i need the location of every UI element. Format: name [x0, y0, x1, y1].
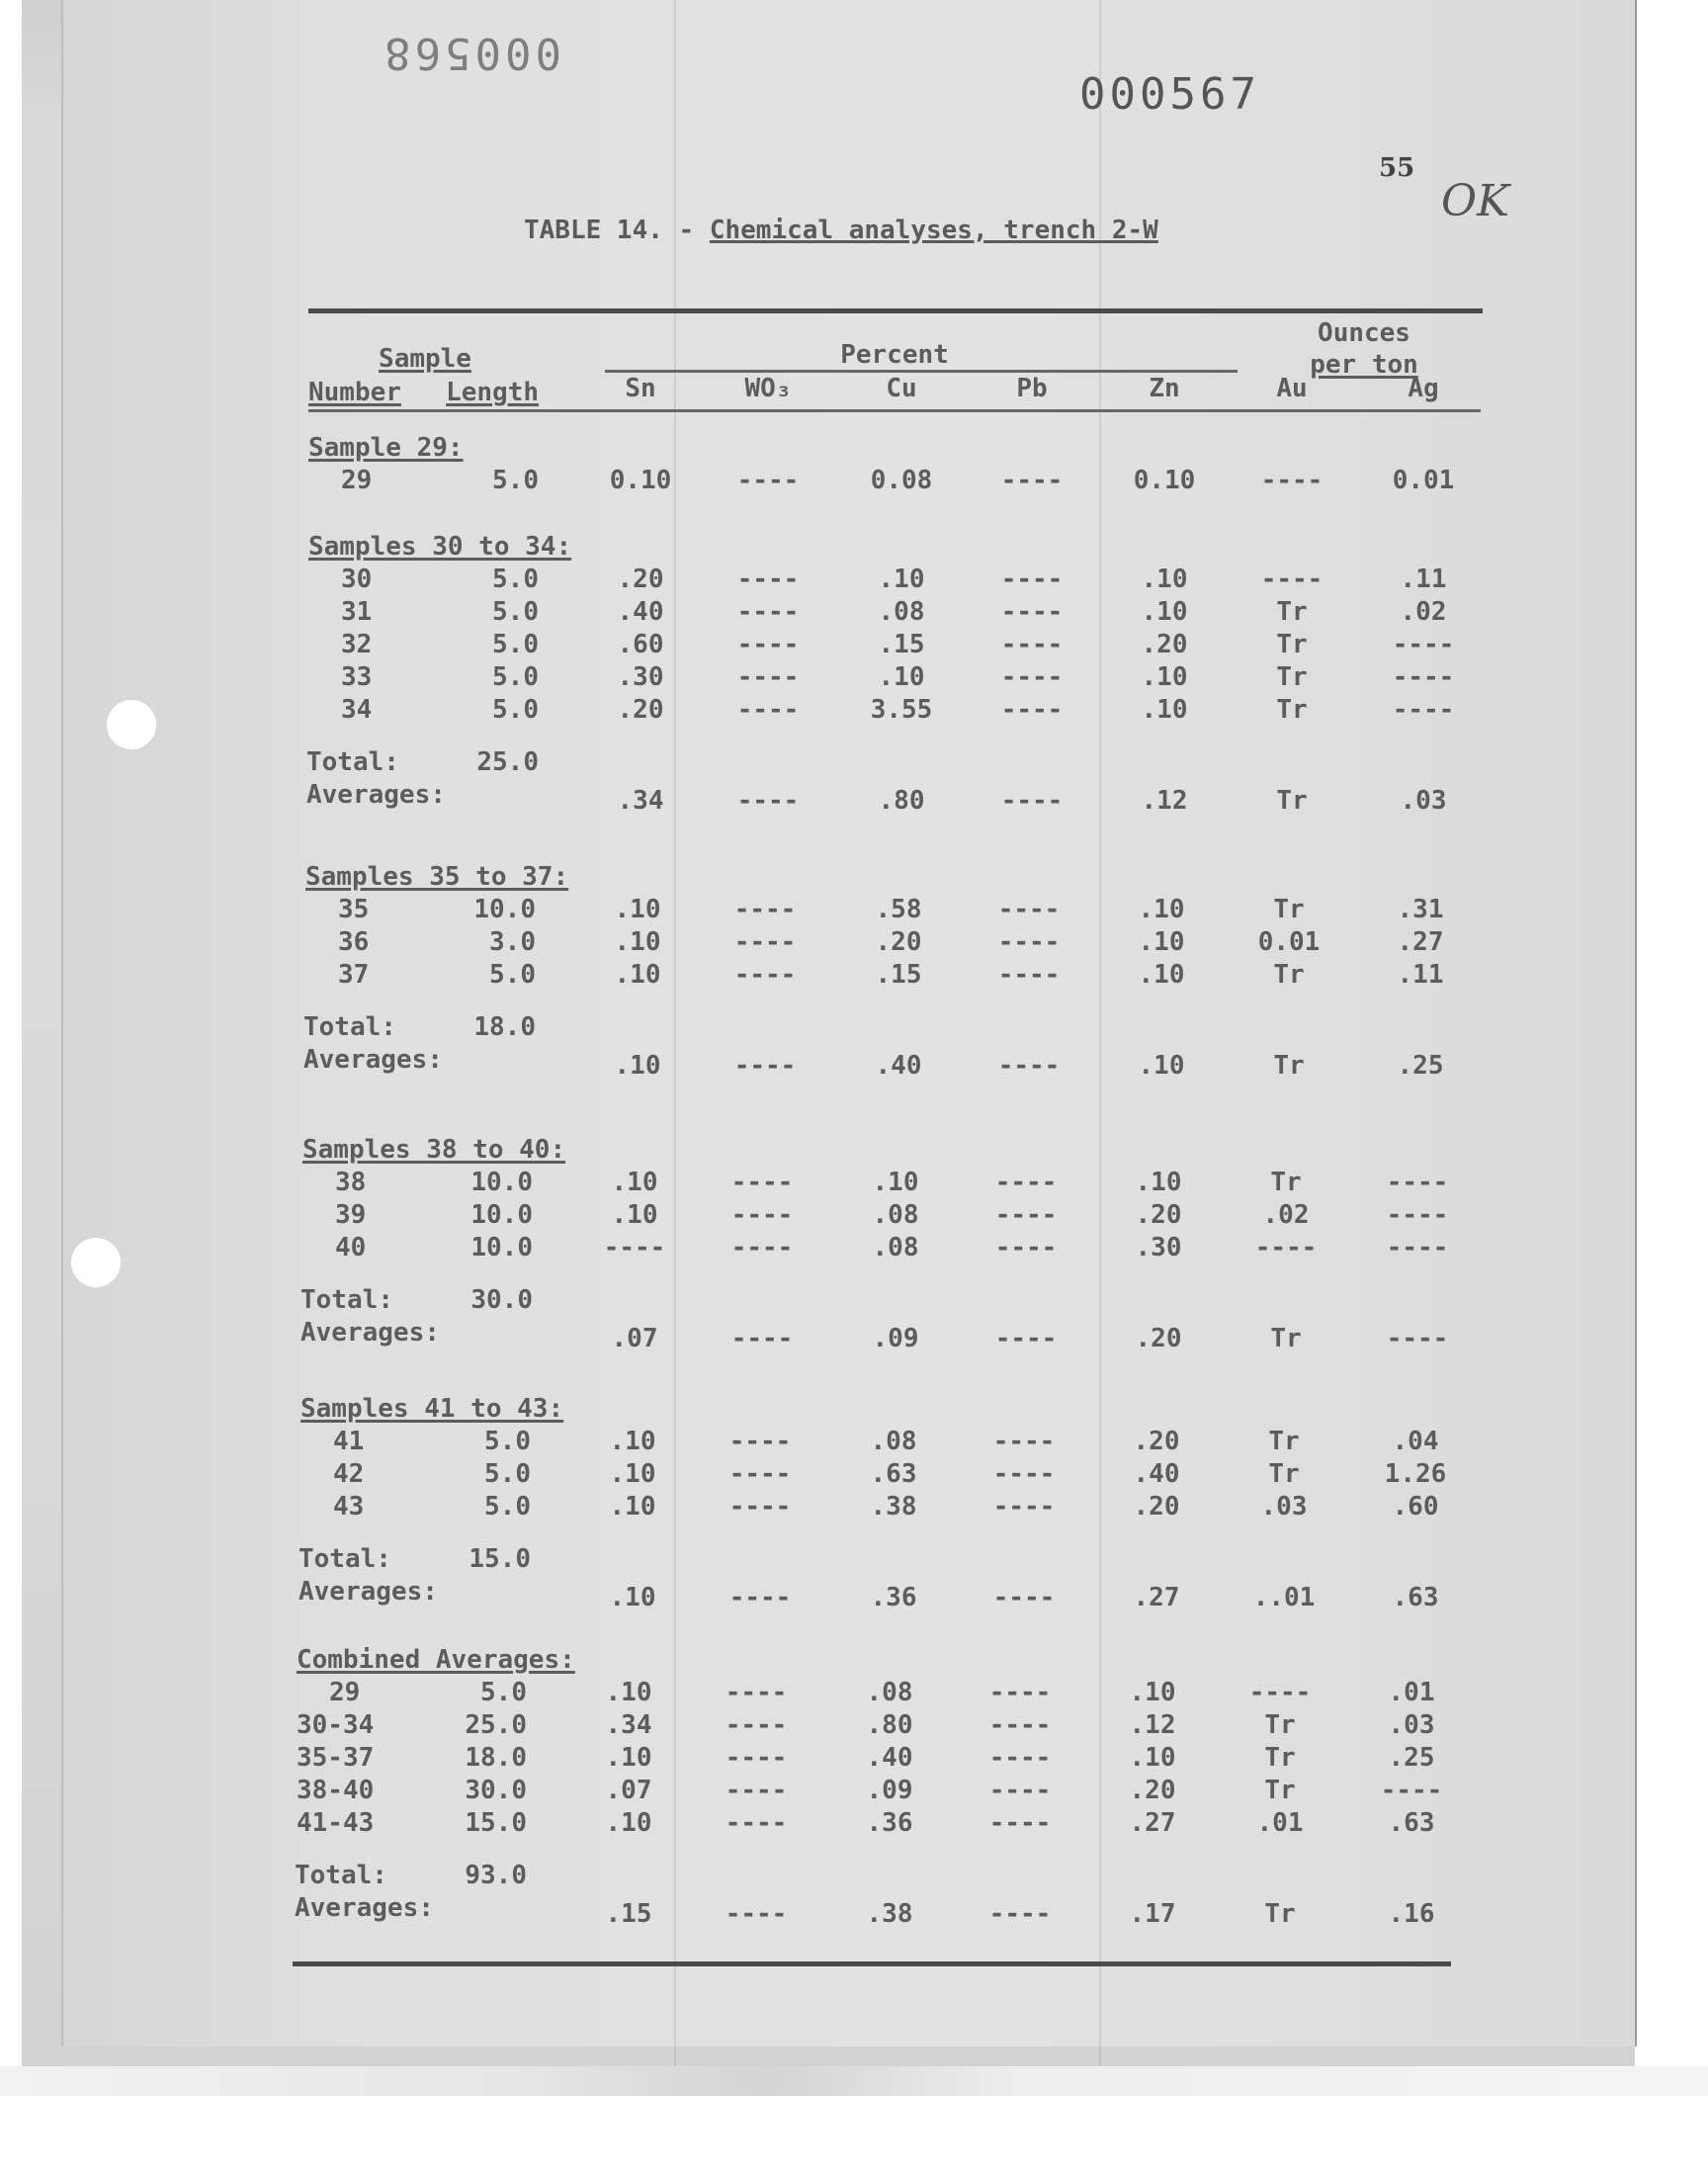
document-stamp-upside-down: 000568 — [381, 28, 561, 78]
cell-sn: .10 — [609, 1427, 656, 1456]
cell-cu: .08 — [866, 1678, 913, 1707]
cell-number: 29 — [341, 466, 373, 495]
cell-cu: .08 — [872, 1200, 919, 1230]
header-bottom-rule — [308, 409, 1481, 412]
cell-ag: 0.01 — [1392, 466, 1455, 495]
cell-wo3: ---- — [736, 466, 800, 495]
total-label: Total: — [299, 1544, 391, 1574]
cell-ag: ---- — [1392, 630, 1455, 659]
cell-au: Tr — [1264, 1776, 1296, 1805]
cell-wo3: ---- — [725, 1776, 788, 1805]
cell-length: 5.0 — [492, 565, 539, 594]
cell-pb: ---- — [1000, 565, 1064, 594]
cell-pb: ---- — [992, 1427, 1056, 1456]
average-au: Tr — [1264, 1899, 1296, 1929]
cell-sn: .10 — [611, 1168, 658, 1197]
cell-number: 39 — [335, 1200, 367, 1230]
cell-sn: .10 — [609, 1459, 656, 1489]
average-pb: ---- — [988, 1899, 1052, 1929]
average-cu: .38 — [866, 1899, 913, 1929]
cell-zn: .10 — [1141, 597, 1188, 627]
cell-sn: .30 — [617, 662, 664, 692]
total-label: Total: — [306, 747, 399, 777]
scanner-edge — [0, 2066, 1708, 2096]
average-pb: ---- — [994, 1324, 1058, 1353]
cell-zn: .27 — [1129, 1808, 1176, 1838]
average-sn: .10 — [609, 1583, 656, 1612]
average-ag: .63 — [1392, 1583, 1439, 1612]
average-ag: .25 — [1397, 1051, 1444, 1081]
cell-ag: 1.26 — [1384, 1459, 1447, 1489]
cell-cu: 3.55 — [870, 695, 933, 725]
cell-sn: .20 — [617, 695, 664, 725]
punch-hole — [107, 700, 156, 749]
cell-wo3: ---- — [736, 662, 800, 692]
cell-sn: .10 — [611, 1200, 658, 1230]
cell-au: Tr — [1276, 695, 1308, 725]
average-ag: .16 — [1388, 1899, 1435, 1929]
cell-number: 34 — [341, 695, 373, 725]
header-percent: Percent — [840, 340, 949, 370]
cell-ag: ---- — [1380, 1776, 1443, 1805]
cell-cu: .10 — [878, 565, 925, 594]
cell-length: 10.0 — [470, 1233, 533, 1262]
cell-ag: .11 — [1397, 960, 1444, 990]
average-cu: .36 — [870, 1583, 917, 1612]
average-pb: ---- — [992, 1583, 1056, 1612]
total-length: 30.0 — [470, 1285, 533, 1315]
cell-zn: .10 — [1138, 895, 1185, 924]
cell-cu: .20 — [875, 927, 922, 957]
total-length: 25.0 — [476, 747, 539, 777]
total-length: 18.0 — [473, 1012, 536, 1042]
cell-ag: .11 — [1400, 565, 1447, 594]
average-wo3: ---- — [733, 1051, 797, 1081]
cell-length: 5.0 — [484, 1492, 531, 1522]
document-stamp: 000567 — [1079, 69, 1260, 120]
cell-pb: ---- — [1000, 662, 1064, 692]
cell-ag: ---- — [1386, 1200, 1449, 1230]
cell-pb: ---- — [992, 1492, 1056, 1522]
cell-zn: .10 — [1141, 662, 1188, 692]
cell-zn: .10 — [1138, 960, 1185, 990]
cell-cu: .08 — [872, 1233, 919, 1262]
average-au: Tr — [1270, 1324, 1302, 1353]
cell-ag: .31 — [1397, 895, 1444, 924]
cell-zn: .40 — [1133, 1459, 1180, 1489]
cell-wo3: ---- — [728, 1459, 792, 1489]
average-au: Tr — [1276, 786, 1308, 816]
section-heading: Samples 35 to 37: — [305, 862, 569, 892]
cell-pb: ---- — [1000, 695, 1064, 725]
average-sn: .07 — [611, 1324, 658, 1353]
cell-wo3: ---- — [725, 1710, 788, 1740]
cell-number: 30-34 — [297, 1710, 375, 1740]
cell-sn: .10 — [609, 1492, 656, 1522]
cell-length: 15.0 — [465, 1808, 527, 1838]
cell-wo3: ---- — [730, 1233, 794, 1262]
average-cu: .09 — [872, 1324, 919, 1353]
cell-number: 35 — [338, 895, 370, 924]
averages-label: Averages: — [299, 1577, 438, 1607]
cell-ag: ---- — [1386, 1168, 1449, 1197]
cell-wo3: ---- — [736, 597, 800, 627]
page-number: 55 — [1379, 153, 1415, 183]
cell-length: 10.0 — [470, 1168, 533, 1197]
cell-au: Tr — [1276, 597, 1308, 627]
cell-ag: .02 — [1400, 597, 1447, 627]
header-ag: Ag — [1408, 374, 1439, 403]
cell-ag: .63 — [1388, 1808, 1435, 1838]
cell-cu: .15 — [878, 630, 925, 659]
average-ag: .03 — [1400, 786, 1447, 816]
cell-zn: .20 — [1141, 630, 1188, 659]
cell-wo3: ---- — [733, 927, 797, 957]
cell-length: 5.0 — [484, 1459, 531, 1489]
cell-ag: .60 — [1392, 1492, 1439, 1522]
average-wo3: ---- — [725, 1899, 788, 1929]
cell-zn: .10 — [1141, 695, 1188, 725]
cell-ag: ---- — [1386, 1233, 1449, 1262]
cell-au: Tr — [1268, 1427, 1300, 1456]
cell-wo3: ---- — [736, 630, 800, 659]
cell-number: 32 — [341, 630, 373, 659]
cell-number: 37 — [338, 960, 370, 990]
header-sample: Sample — [379, 344, 471, 374]
average-ag: ---- — [1386, 1324, 1449, 1353]
cell-length: 25.0 — [465, 1710, 527, 1740]
cell-ag: .25 — [1388, 1743, 1435, 1773]
cell-au: Tr — [1273, 895, 1305, 924]
header-wo3: WO₃ — [744, 374, 792, 403]
total-length: 15.0 — [469, 1544, 531, 1574]
header-zn: Zn — [1149, 374, 1180, 403]
cell-au: Tr — [1268, 1459, 1300, 1489]
average-sn: .34 — [617, 786, 664, 816]
cell-au: Tr — [1276, 662, 1308, 692]
table-top-rule — [308, 308, 1483, 313]
cell-sn: .10 — [614, 960, 661, 990]
total-label: Total: — [300, 1285, 393, 1315]
cell-ag: .27 — [1397, 927, 1444, 957]
average-zn: .12 — [1141, 786, 1188, 816]
cell-number: 41-43 — [297, 1808, 375, 1838]
cell-pb: ---- — [994, 1200, 1058, 1230]
cell-wo3: ---- — [725, 1678, 788, 1707]
header-pb: Pb — [1016, 374, 1048, 403]
average-au: ..01 — [1252, 1583, 1316, 1612]
cell-wo3: ---- — [733, 895, 797, 924]
cell-cu: .08 — [870, 1427, 917, 1456]
cell-zn: 0.10 — [1133, 466, 1196, 495]
cell-number: 38 — [335, 1168, 367, 1197]
cell-zn: .10 — [1135, 1168, 1182, 1197]
cell-number: 42 — [333, 1459, 365, 1489]
cell-au: Tr — [1276, 630, 1308, 659]
cell-sn: .40 — [617, 597, 664, 627]
cell-au: Tr — [1270, 1168, 1302, 1197]
cell-au: .02 — [1262, 1200, 1310, 1230]
cell-cu: .38 — [870, 1492, 917, 1522]
cell-length: 18.0 — [465, 1743, 527, 1773]
cell-zn: .20 — [1133, 1427, 1180, 1456]
cell-ag: ---- — [1392, 662, 1455, 692]
table-bottom-rule — [293, 1961, 1451, 1966]
total-label: Total: — [295, 1861, 387, 1890]
cell-au: ---- — [1254, 1233, 1318, 1262]
cell-pb: ---- — [1000, 630, 1064, 659]
cell-sn: .07 — [605, 1776, 652, 1805]
average-wo3: ---- — [730, 1324, 794, 1353]
header-length: Length — [446, 378, 539, 407]
cell-cu: .08 — [878, 597, 925, 627]
table-title — [524, 216, 1158, 245]
average-wo3: ---- — [736, 786, 800, 816]
cell-length: 10.0 — [473, 895, 536, 924]
cell-wo3: ---- — [730, 1200, 794, 1230]
cell-zn: .12 — [1129, 1710, 1176, 1740]
averages-label: Averages: — [300, 1318, 440, 1348]
cell-zn: .20 — [1129, 1776, 1176, 1805]
average-au: Tr — [1273, 1051, 1305, 1081]
header-au: Au — [1276, 374, 1308, 403]
cell-number: 35-37 — [297, 1743, 375, 1773]
cell-cu: .40 — [866, 1743, 913, 1773]
cell-sn: .10 — [605, 1678, 652, 1707]
cell-number: 41 — [333, 1427, 365, 1456]
cell-pb: ---- — [1000, 597, 1064, 627]
cell-sn: .10 — [605, 1808, 652, 1838]
header-sn: Sn — [625, 374, 656, 403]
average-zn: .10 — [1138, 1051, 1185, 1081]
cell-zn: .30 — [1135, 1233, 1182, 1262]
cell-number: 33 — [341, 662, 373, 692]
section-heading: Samples 38 to 40: — [302, 1135, 566, 1165]
handwritten-ok-note: OK — [1441, 176, 1509, 226]
cell-pb: ---- — [992, 1459, 1056, 1489]
section-heading: Combined Averages: — [297, 1645, 575, 1675]
cell-pb: ---- — [988, 1808, 1052, 1838]
cell-cu: .10 — [878, 662, 925, 692]
cell-length: 30.0 — [465, 1776, 527, 1805]
header-number: Number — [308, 378, 401, 407]
cell-au: ---- — [1260, 466, 1324, 495]
cell-au: .01 — [1256, 1808, 1304, 1838]
header-percent-rule — [605, 370, 1238, 373]
cell-cu: .09 — [866, 1776, 913, 1805]
cell-pb: ---- — [994, 1233, 1058, 1262]
cell-sn: .34 — [605, 1710, 652, 1740]
cell-wo3: ---- — [736, 695, 800, 725]
cell-length: 5.0 — [484, 1427, 531, 1456]
section-heading: Samples 30 to 34: — [308, 532, 572, 562]
cell-sn: ---- — [603, 1233, 666, 1262]
cell-sn: .10 — [614, 895, 661, 924]
cell-number: 30 — [341, 565, 373, 594]
header-ounces: Ounces — [1318, 318, 1410, 348]
average-zn: .17 — [1129, 1899, 1176, 1929]
average-pb: ---- — [997, 1051, 1061, 1081]
cell-cu: .63 — [870, 1459, 917, 1489]
cell-length: 5.0 — [492, 630, 539, 659]
cell-au: Tr — [1273, 960, 1305, 990]
averages-label: Averages: — [295, 1893, 434, 1923]
average-pb: ---- — [1000, 786, 1064, 816]
cell-number: 31 — [341, 597, 373, 627]
cell-ag: ---- — [1392, 695, 1455, 725]
cell-zn: .10 — [1129, 1743, 1176, 1773]
cell-cu: 0.08 — [870, 466, 933, 495]
cell-length: 3.0 — [489, 927, 536, 957]
cell-length: 10.0 — [470, 1200, 533, 1230]
cell-wo3: ---- — [736, 565, 800, 594]
cell-pb: ---- — [994, 1168, 1058, 1197]
cell-length: 5.0 — [492, 695, 539, 725]
cell-wo3: ---- — [733, 960, 797, 990]
section-heading: Samples 41 to 43: — [300, 1394, 564, 1424]
punch-hole — [71, 1238, 121, 1287]
cell-length: 5.0 — [489, 960, 536, 990]
average-sn: .15 — [605, 1899, 652, 1929]
cell-sn: .60 — [617, 630, 664, 659]
cell-length: 5.0 — [480, 1678, 527, 1707]
average-wo3: ---- — [728, 1583, 792, 1612]
cell-pb: ---- — [997, 960, 1061, 990]
cell-wo3: ---- — [725, 1808, 788, 1838]
average-cu: .80 — [878, 786, 925, 816]
table-title-prefix: TABLE 14. - — [524, 216, 710, 245]
cell-number: 36 — [338, 927, 370, 957]
cell-zn: .10 — [1129, 1678, 1176, 1707]
cell-au: Tr — [1264, 1710, 1296, 1740]
cell-cu: .10 — [872, 1168, 919, 1197]
cell-au: ---- — [1248, 1678, 1312, 1707]
section-heading: Sample 29: — [308, 433, 464, 463]
cell-number: 29 — [329, 1678, 361, 1707]
cell-pb: ---- — [988, 1678, 1052, 1707]
cell-cu: .36 — [866, 1808, 913, 1838]
average-cu: .40 — [875, 1051, 922, 1081]
cell-cu: .80 — [866, 1710, 913, 1740]
cell-au: .03 — [1260, 1492, 1308, 1522]
cell-length: 5.0 — [492, 662, 539, 692]
cell-number: 40 — [335, 1233, 367, 1262]
cell-zn: .10 — [1141, 565, 1188, 594]
average-sn: .10 — [614, 1051, 661, 1081]
cell-number: 38-40 — [297, 1776, 375, 1805]
cell-pb: ---- — [988, 1743, 1052, 1773]
cell-ag: .04 — [1392, 1427, 1439, 1456]
cell-sn: 0.10 — [609, 466, 672, 495]
cell-zn: .20 — [1135, 1200, 1182, 1230]
cell-sn: .20 — [617, 565, 664, 594]
cell-ag: .01 — [1388, 1678, 1435, 1707]
averages-label: Averages: — [306, 780, 446, 810]
cell-zn: .10 — [1138, 927, 1185, 957]
cell-wo3: ---- — [725, 1743, 788, 1773]
cell-ag: .03 — [1388, 1710, 1435, 1740]
cell-au: Tr — [1264, 1743, 1296, 1773]
cell-sn: .10 — [605, 1743, 652, 1773]
cell-length: 5.0 — [492, 597, 539, 627]
cell-pb: ---- — [988, 1710, 1052, 1740]
averages-label: Averages: — [303, 1045, 443, 1075]
cell-pb: ---- — [997, 927, 1061, 957]
cell-cu: .15 — [875, 960, 922, 990]
cell-pb: ---- — [988, 1776, 1052, 1805]
header-cu: Cu — [886, 374, 917, 403]
cell-pb: ---- — [1000, 466, 1064, 495]
cell-sn: .10 — [614, 927, 661, 957]
cell-wo3: ---- — [728, 1492, 792, 1522]
cell-au: 0.01 — [1257, 927, 1321, 957]
average-zn: .27 — [1133, 1583, 1180, 1612]
header-per-ton: per ton — [1310, 350, 1418, 380]
total-length: 93.0 — [465, 1861, 527, 1890]
cell-au: ---- — [1260, 565, 1324, 594]
cell-wo3: ---- — [730, 1168, 794, 1197]
cell-pb: ---- — [997, 895, 1061, 924]
cell-cu: .58 — [875, 895, 922, 924]
cell-length: 5.0 — [492, 466, 539, 495]
cell-number: 43 — [333, 1492, 365, 1522]
cell-zn: .20 — [1133, 1492, 1180, 1522]
total-label: Total: — [303, 1012, 396, 1042]
table-title-caption: Chemical analyses, trench 2-W — [709, 216, 1158, 245]
cell-wo3: ---- — [728, 1427, 792, 1456]
average-zn: .20 — [1135, 1324, 1182, 1353]
